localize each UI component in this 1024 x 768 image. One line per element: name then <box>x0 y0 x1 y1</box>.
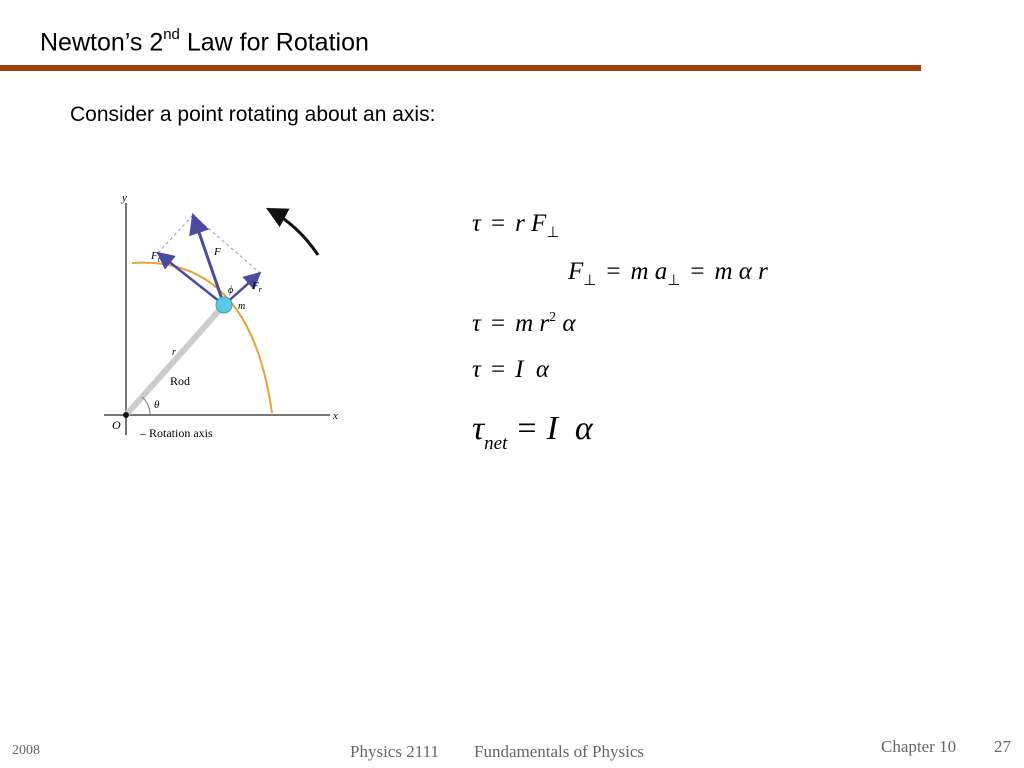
slide-title <box>40 28 369 57</box>
eq1-r: r <box>515 210 525 237</box>
equation-torque-inertia <box>472 356 549 384</box>
eq2-ma: m a <box>630 258 668 285</box>
pivot-dot <box>123 412 129 418</box>
intro-text: Consider a point rotating about an axis: <box>70 103 436 126</box>
title-superscript: nd <box>163 26 180 43</box>
equation-force-mass-accel <box>568 258 768 289</box>
eq2-mar: m α r <box>714 258 768 285</box>
mass-label: m <box>238 301 246 312</box>
eq4-alpha: α <box>535 356 550 383</box>
eq5-equals: = <box>517 410 537 447</box>
eq1-perp: ⊥ <box>546 225 560 241</box>
eq4-equals: = <box>490 356 506 383</box>
eq4-i: I <box>515 356 524 383</box>
footer-year: 2008 <box>12 743 40 758</box>
footer-book: Fundamentals of Physics <box>474 742 644 761</box>
eq1-f: F <box>531 210 547 237</box>
rotation-direction-arrow <box>268 209 318 255</box>
eq5-alpha: α <box>574 410 593 447</box>
rod <box>126 305 224 415</box>
phi-label: ϕ <box>228 285 234 296</box>
fr-label: $F_r$ <box>252 280 262 294</box>
eq3-m: m <box>515 310 534 337</box>
mass-point <box>216 297 232 313</box>
eq1-equals: = <box>490 210 506 237</box>
footer-chapter: Chapter 10 <box>881 737 957 756</box>
rotation-diagram <box>100 185 345 445</box>
title-main: Newton’s 2 <box>40 28 164 57</box>
eq2-perp: ⊥ <box>583 273 597 289</box>
eq3-alpha: α <box>562 310 576 337</box>
equation-torque-mr2 <box>472 310 575 338</box>
rotation-axis-label: – Rotation axis <box>140 426 213 440</box>
eq3-r: r <box>539 310 550 337</box>
eq2-perp2: ⊥ <box>667 273 681 289</box>
eq2-equals: = <box>606 258 621 285</box>
x-axis-label: x <box>333 410 338 422</box>
page-number: 27 <box>994 737 1011 756</box>
footer-course: Physics 2111 <box>350 742 439 761</box>
r-label: r <box>172 347 176 358</box>
f-label: F <box>214 246 221 258</box>
title-divider <box>0 65 921 71</box>
title-rest: Law for Rotation <box>179 28 369 57</box>
ft-label: $F_t$ <box>151 250 160 264</box>
eq2-f: F <box>568 258 584 285</box>
eq2-equals2: = <box>690 258 705 285</box>
eq5-net-subscript: net <box>484 433 508 454</box>
eq3-equals: = <box>490 310 506 337</box>
rotation-arc <box>132 263 272 413</box>
origin-label: O <box>112 418 121 432</box>
rod-label: Rod <box>170 374 191 388</box>
theta-label: θ <box>154 399 160 411</box>
eq3-tau: τ <box>472 310 481 337</box>
y-axis-label: y <box>122 192 127 204</box>
equation-net-torque <box>472 410 593 454</box>
eq4-tau: τ <box>472 356 481 383</box>
eq1-tau: τ <box>472 210 481 237</box>
eq5-tau: τ <box>472 410 485 447</box>
eq3-exponent: 2 <box>549 310 557 325</box>
equation-torque-force <box>472 210 560 241</box>
eq5-i: I <box>546 410 558 447</box>
